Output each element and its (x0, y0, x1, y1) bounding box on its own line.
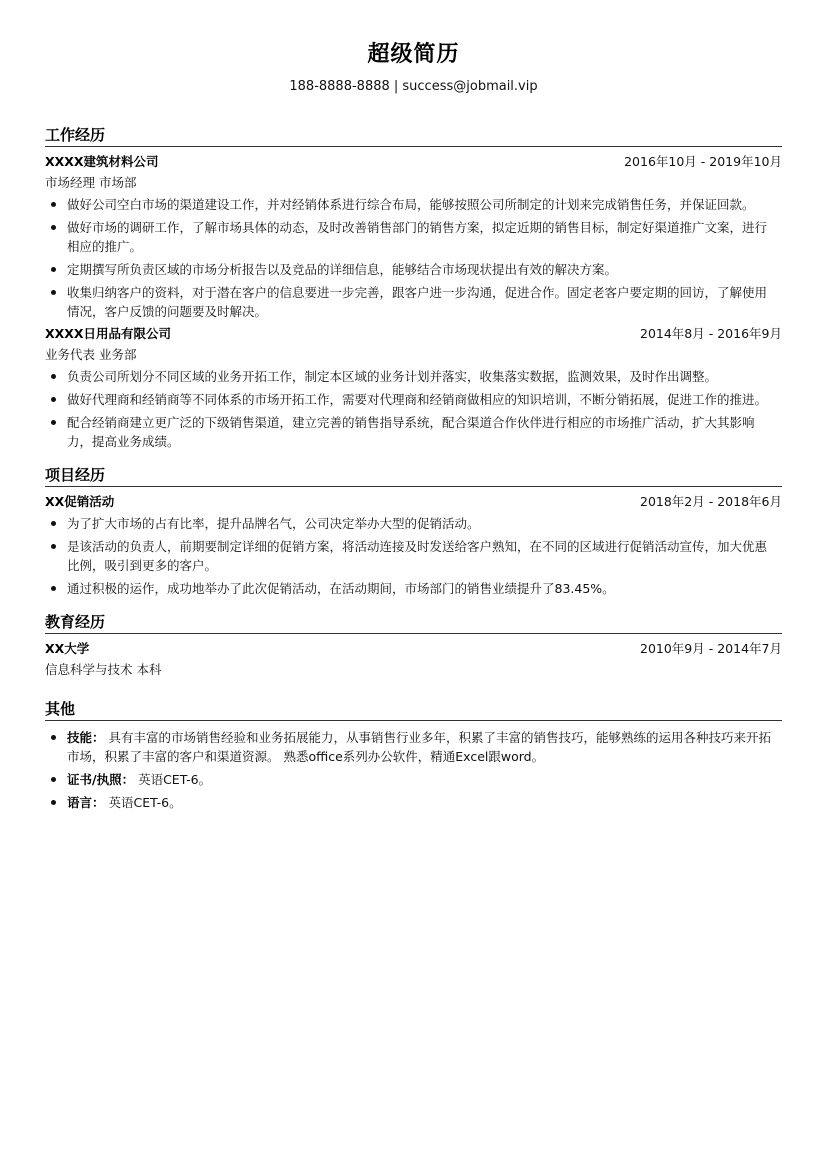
item-key: 技能： (67, 730, 105, 745)
list-item (45, 728, 782, 766)
contact-info: 188-8888-8888 | success@jobmail.vip (289, 79, 538, 94)
date-range: 2016年10月 - 2019年10月 (624, 154, 782, 169)
list-item: 配合经销商建立更广泛的下级销售渠道，建立完善的销售指导系统，配合渠道合作伙伴进行相应的市场推广活动，扩大其影响力，提高业务成绩。 (45, 413, 782, 451)
bullet-list (45, 728, 782, 812)
bullet-list (45, 514, 782, 598)
bullet-icon (51, 800, 56, 805)
date-range: 2018年2月 - 2018年6月 (640, 494, 782, 509)
other-section (45, 699, 782, 812)
resume-header (45, 0, 782, 95)
company-name: XXXX日用品有限公司 (45, 326, 172, 341)
bullet-icon (51, 586, 56, 591)
list-item: 做好代理商和经销商等不同体系的市场开拓工作，需要对代理商和经销商做相应的知识培训，不断分销拓展，促进工作的推进。 (45, 390, 782, 409)
project-name: XX促销活动 (45, 494, 115, 509)
list-item: 是该活动的负责人，前期要制定详细的促销方案，将活动连接及时发送给客户熟知，在不同的区域进行促销活动宣传，加大优惠比例，吸引到更多的客户。 (45, 537, 782, 575)
list-item (45, 793, 782, 812)
item-value: 英语CET-6。 (108, 795, 182, 810)
school-name: XX大学 (45, 641, 90, 656)
section-title-work: 工作经历 (45, 125, 782, 147)
bullet-icon (51, 777, 56, 782)
list-item: 定期撰写所负责区域的市场分析报告以及竞品的详细信息，能够结合市场现状提出有效的解决方案。 (45, 260, 782, 279)
education-entry (45, 640, 782, 679)
work-section (45, 125, 782, 451)
company-name: XXXX建筑材料公司 (45, 154, 159, 169)
list-item: 做好公司空白市场的渠道建设工作，并对经销体系进行综合布局，能够按照公司所制定的计划来完成销售任务，并保证回款。 (45, 195, 782, 214)
list-item: 做好市场的调研工作，了解市场具体的动态，及时改善销售部门的销售方案，拟定近期的销售目标，制定好渠道推广文案，进行相应的推广。 (45, 218, 782, 256)
bullet-icon (51, 397, 56, 402)
bullet-icon (51, 202, 56, 207)
bullet-icon (51, 420, 56, 425)
section-title-other: 其他 (45, 699, 782, 721)
bullet-icon (51, 544, 56, 549)
job-role: 市场经理 市场部 (45, 175, 137, 190)
degree: 信息科学与技术 本科 (45, 662, 162, 677)
list-item: 为了扩大市场的占有比率，提升品牌名气，公司决定举办大型的促销活动。 (45, 514, 782, 533)
bullet-icon (51, 225, 56, 230)
bullet-list (45, 367, 782, 451)
bullet-icon (51, 267, 56, 272)
job-role: 业务代表 业务部 (45, 347, 137, 362)
section-title-projects: 项目经历 (45, 465, 782, 487)
list-item: 收集归纳客户的资料，对于潜在客户的信息要进一步完善，跟客户进一步沟通，促进合作。固定老客户要定期的回访，了解使用情况，客户反馈的问题要及时解决。 (45, 283, 782, 321)
list-item: 负责公司所划分不同区域的业务开拓工作，制定本区域的业务计划并落实，收集落实数据，监测效果，及时作出调整。 (45, 367, 782, 386)
section-title-education: 教育经历 (45, 612, 782, 634)
item-key: 证书/执照： (67, 772, 135, 787)
education-section (45, 612, 782, 679)
date-range: 2014年8月 - 2016年9月 (640, 326, 782, 341)
bullet-icon (51, 735, 56, 740)
item-key: 语言： (67, 795, 105, 810)
work-entry (45, 153, 782, 321)
item-value: 具有丰富的市场销售经验和业务拓展能力，从事销售行业多年，积累了丰富的销售技巧，能够熟练的运用各种技巧来开拓市场，积累了丰富的客户和渠道资源。 熟悉office系列办公软件，精通Excel跟word。 (67, 730, 772, 764)
project-section (45, 465, 782, 598)
project-entry (45, 493, 782, 598)
list-item (45, 770, 782, 789)
candidate-name: 超级简历 (367, 42, 460, 67)
bullet-list (45, 195, 782, 321)
resume-page (45, 0, 782, 816)
work-entry (45, 325, 782, 451)
bullet-icon (51, 374, 56, 379)
date-range: 2010年9月 - 2014年7月 (640, 641, 782, 656)
bullet-icon (51, 521, 56, 526)
item-value: 英语CET-6。 (138, 772, 212, 787)
list-item: 通过积极的运作，成功地举办了此次促销活动，在活动期间，市场部门的销售业绩提升了83.45%。 (45, 579, 782, 598)
bullet-icon (51, 290, 56, 295)
